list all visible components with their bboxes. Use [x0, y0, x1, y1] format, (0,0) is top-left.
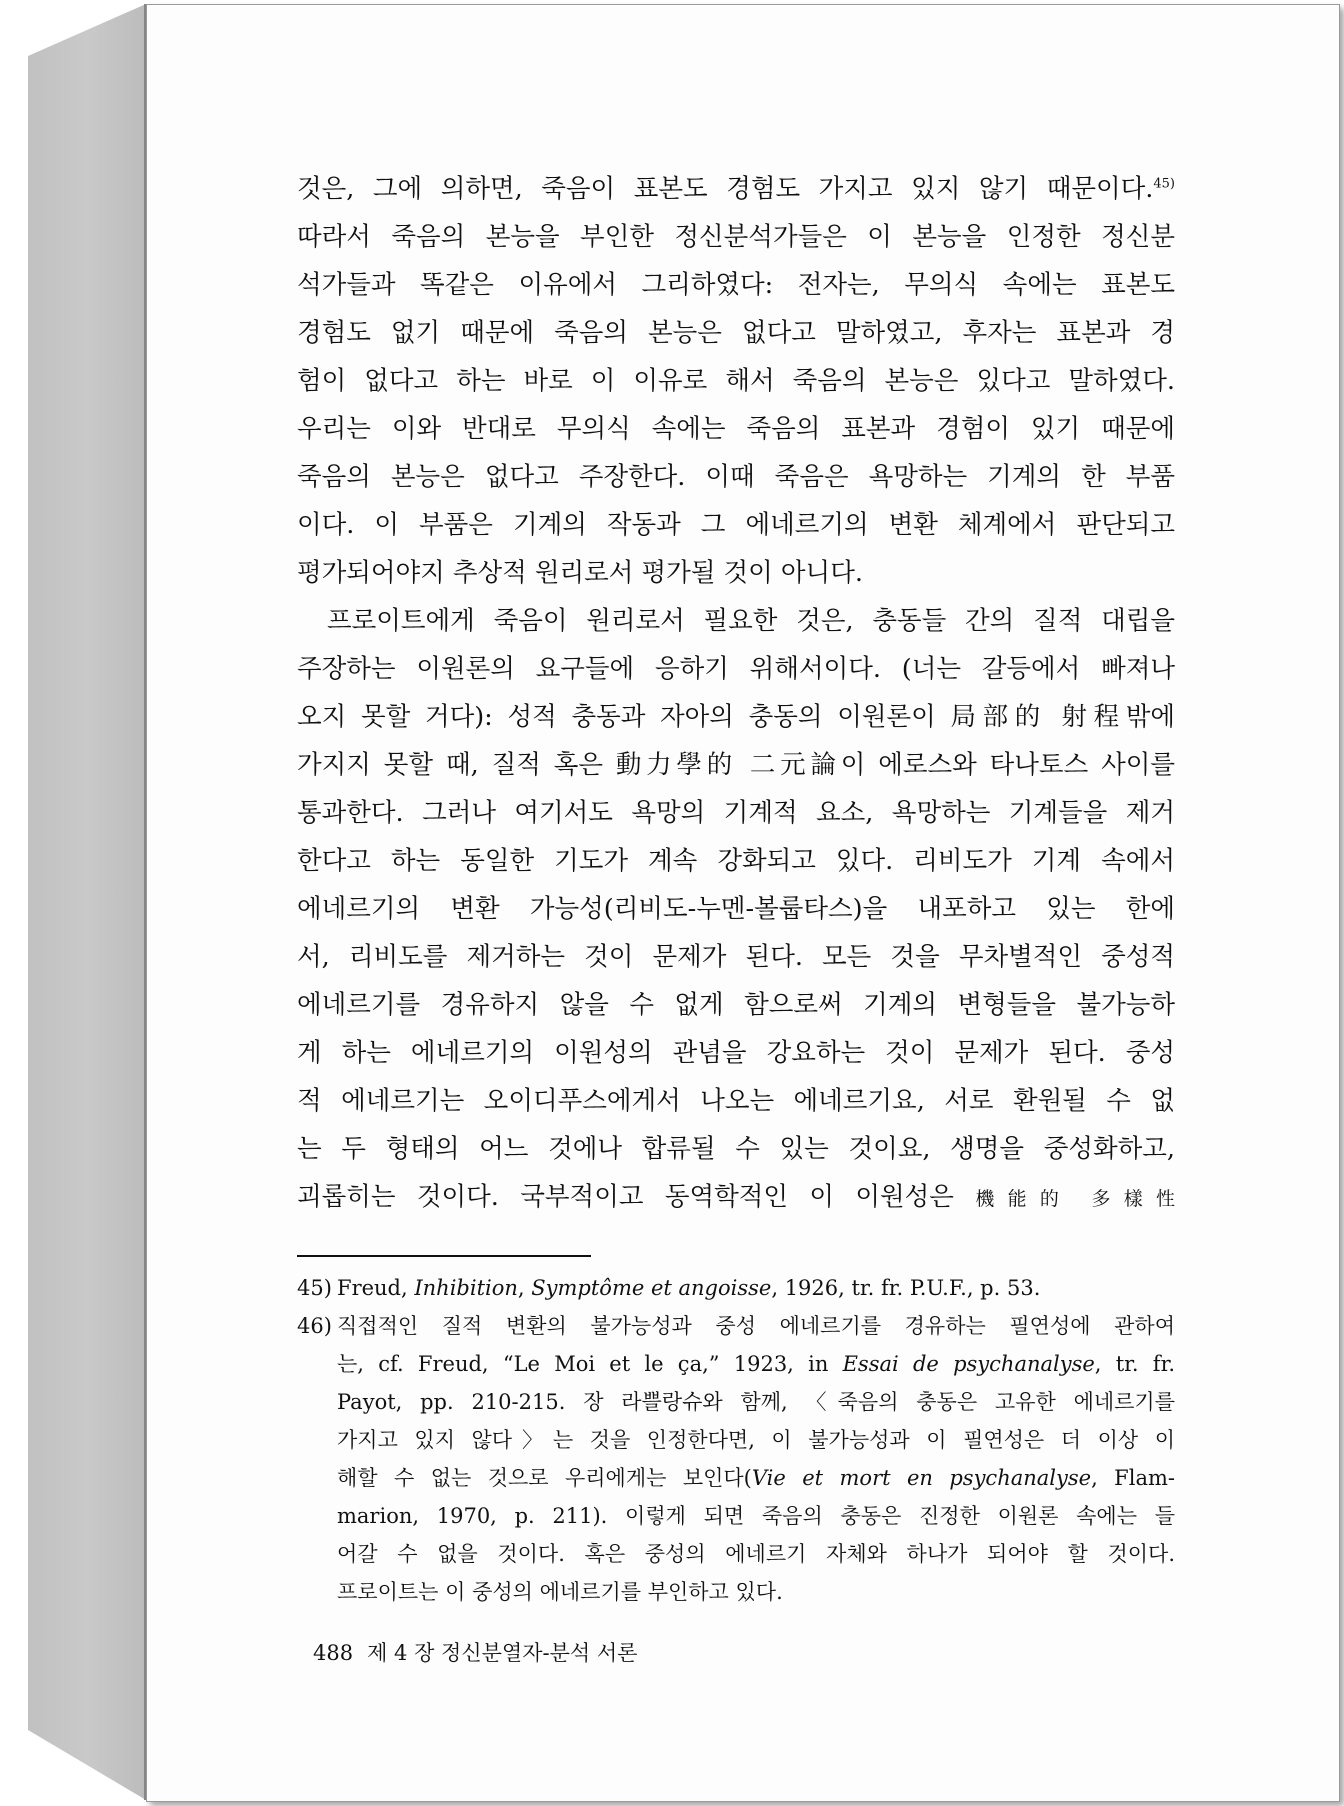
book-spine	[0, 0, 146, 1806]
page-number: 488	[313, 1641, 354, 1665]
footnote-line: Payot, pp. 210-215. 장 라쁠랑슈와 함께, 〈죽음의 충동은 고유한 에네르기를	[337, 1390, 1175, 1414]
body-line: 에네르기를 경유하지 않을 수 없게 함으로써 기계의 변형들을 불가능하	[297, 990, 1175, 1020]
page-footer	[313, 1637, 637, 1667]
footnote-line: 해할 수 없는 것으로 우리에게는 보인다(Vie et mort en psychanalyse, Flam-	[337, 1466, 1175, 1490]
line-tail: 機能的 多樣性	[975, 1188, 1175, 1210]
body-line: 게 하는 에네르기의 이원성의 관념을 강요하는 것이 문제가 된다. 중성	[297, 1038, 1175, 1068]
body-line: 석가들과 똑같은 이유에서 그리하였다: 전자는, 무의식 속에는 표본도	[297, 270, 1175, 300]
body-line: 에네르기의 변환 가능성(리비도-누멘-볼룹타스)을 내포하고 있는 한에	[297, 894, 1175, 924]
main-text	[297, 165, 1175, 1221]
body-line: 서, 리비도를 제거하는 것이 문제가 된다. 모든 것을 무차별적인 중성적	[297, 942, 1175, 972]
body-line: 한다고 하는 동일한 기도가 계속 강화되고 있다. 리비도가 기계 속에서	[297, 846, 1175, 876]
footnotes	[297, 1269, 1175, 1611]
body-line: 경험도 없기 때문에 죽음의 본능은 없다고 말하였고, 후자는 표본과 경	[297, 318, 1175, 348]
body-line: 것은, 그에 의하면, 죽음이 표본도 경험도 가지고 있지 않기 때문이다.$^{45)}$	[297, 174, 1175, 204]
footnote-line: 어갈 수 없을 것이다. 혹은 중성의 에네르기 자체와 하나가 되어야 할 것이다.	[337, 1542, 1175, 1566]
body-line: 프로이트에게 죽음이 원리로서 필요한 것은, 충동들 간의 질적 대립을	[327, 606, 1175, 636]
footnote-line: 가지고 있지 않다〉는 것을 인정한다면, 이 불가능성과 이 필연성은 더 이상 이	[337, 1428, 1175, 1452]
footnote-line: 는, cf. Freud, “Le Moi et le ça,” 1923, in Essai de psychanalyse, tr. fr.	[337, 1352, 1175, 1376]
body-line: 이다. 이 부품은 기계의 작동과 그 에네르기의 변환 체계에서 판단되고	[297, 510, 1175, 540]
body-line: 우리는 이와 반대로 무의식 속에는 죽음의 표본과 경험이 있기 때문에	[297, 414, 1175, 444]
body-line: 는 두 형태의 어느 것에나 합류될 수 있는 것이요, 생명을 중성화하고,	[297, 1134, 1175, 1164]
chapter-title: 제 4 장 정신분열자-분석 서론	[367, 1641, 638, 1665]
body-line: 주장하는 이원론의 요구들에 응하기 위해서이다. (너는 갈등에서 빠져나	[297, 654, 1175, 684]
body-line: 험이 없다고 하는 바로 이 이유로 해서 죽음의 본능은 있다고 말하였다.	[297, 366, 1175, 396]
note-ref: 45)	[1153, 176, 1175, 192]
footnote-line: 프로이트는 이 중성의 에네르기를 부인하고 있다.	[337, 1580, 783, 1604]
body-line: 통과한다. 그러나 여기서도 욕망의 기계적 요소, 욕망하는 기계들을 제거	[297, 798, 1175, 828]
body-line: 괴롭히는 것이다. 국부적이고 동역학적인 이 이원성은 機能的 多樣性	[297, 1182, 1175, 1212]
body-line: 오지 못할 거다): 성적 충동과 자아의 충동의 이원론이 局部的 射程밖에	[297, 702, 1175, 732]
body-line: 평가되어야지 추상적 원리로서 평가될 것이 아니다.	[297, 558, 863, 588]
body-line: 따라서 죽음의 본능을 부인한 정신분석가들은 이 본능을 인정한 정신분	[297, 222, 1175, 252]
book-page	[146, 4, 1340, 1802]
footnote-46: 46) 직접적인 질적 변환의 불가능성과 중성 에네르기를 경유하는 필연성에 관하여	[297, 1314, 1175, 1338]
footnote-rule	[297, 1255, 591, 1257]
body-line: 가지지 못할 때, 질적 혹은 動力學的 二元論이 에로스와 타나토스 사이를	[297, 750, 1175, 780]
body-line: 죽음의 본능은 없다고 주장한다. 이때 죽음은 욕망하는 기계의 한 부품	[297, 462, 1175, 492]
footnote-line: marion, 1970, p. 211). 이렇게 되면 죽음의 충동은 진정한 이원론 속에는 들	[337, 1504, 1175, 1528]
body-line: 적 에네르기는 오이디푸스에게서 나오는 에네르기요, 서로 환원될 수 없	[297, 1086, 1175, 1116]
footnote-45: 45) Freud, Inhibition, Symptôme et angoisse, 1926, tr. fr. P.U.F., p. 53.	[297, 1276, 1041, 1300]
